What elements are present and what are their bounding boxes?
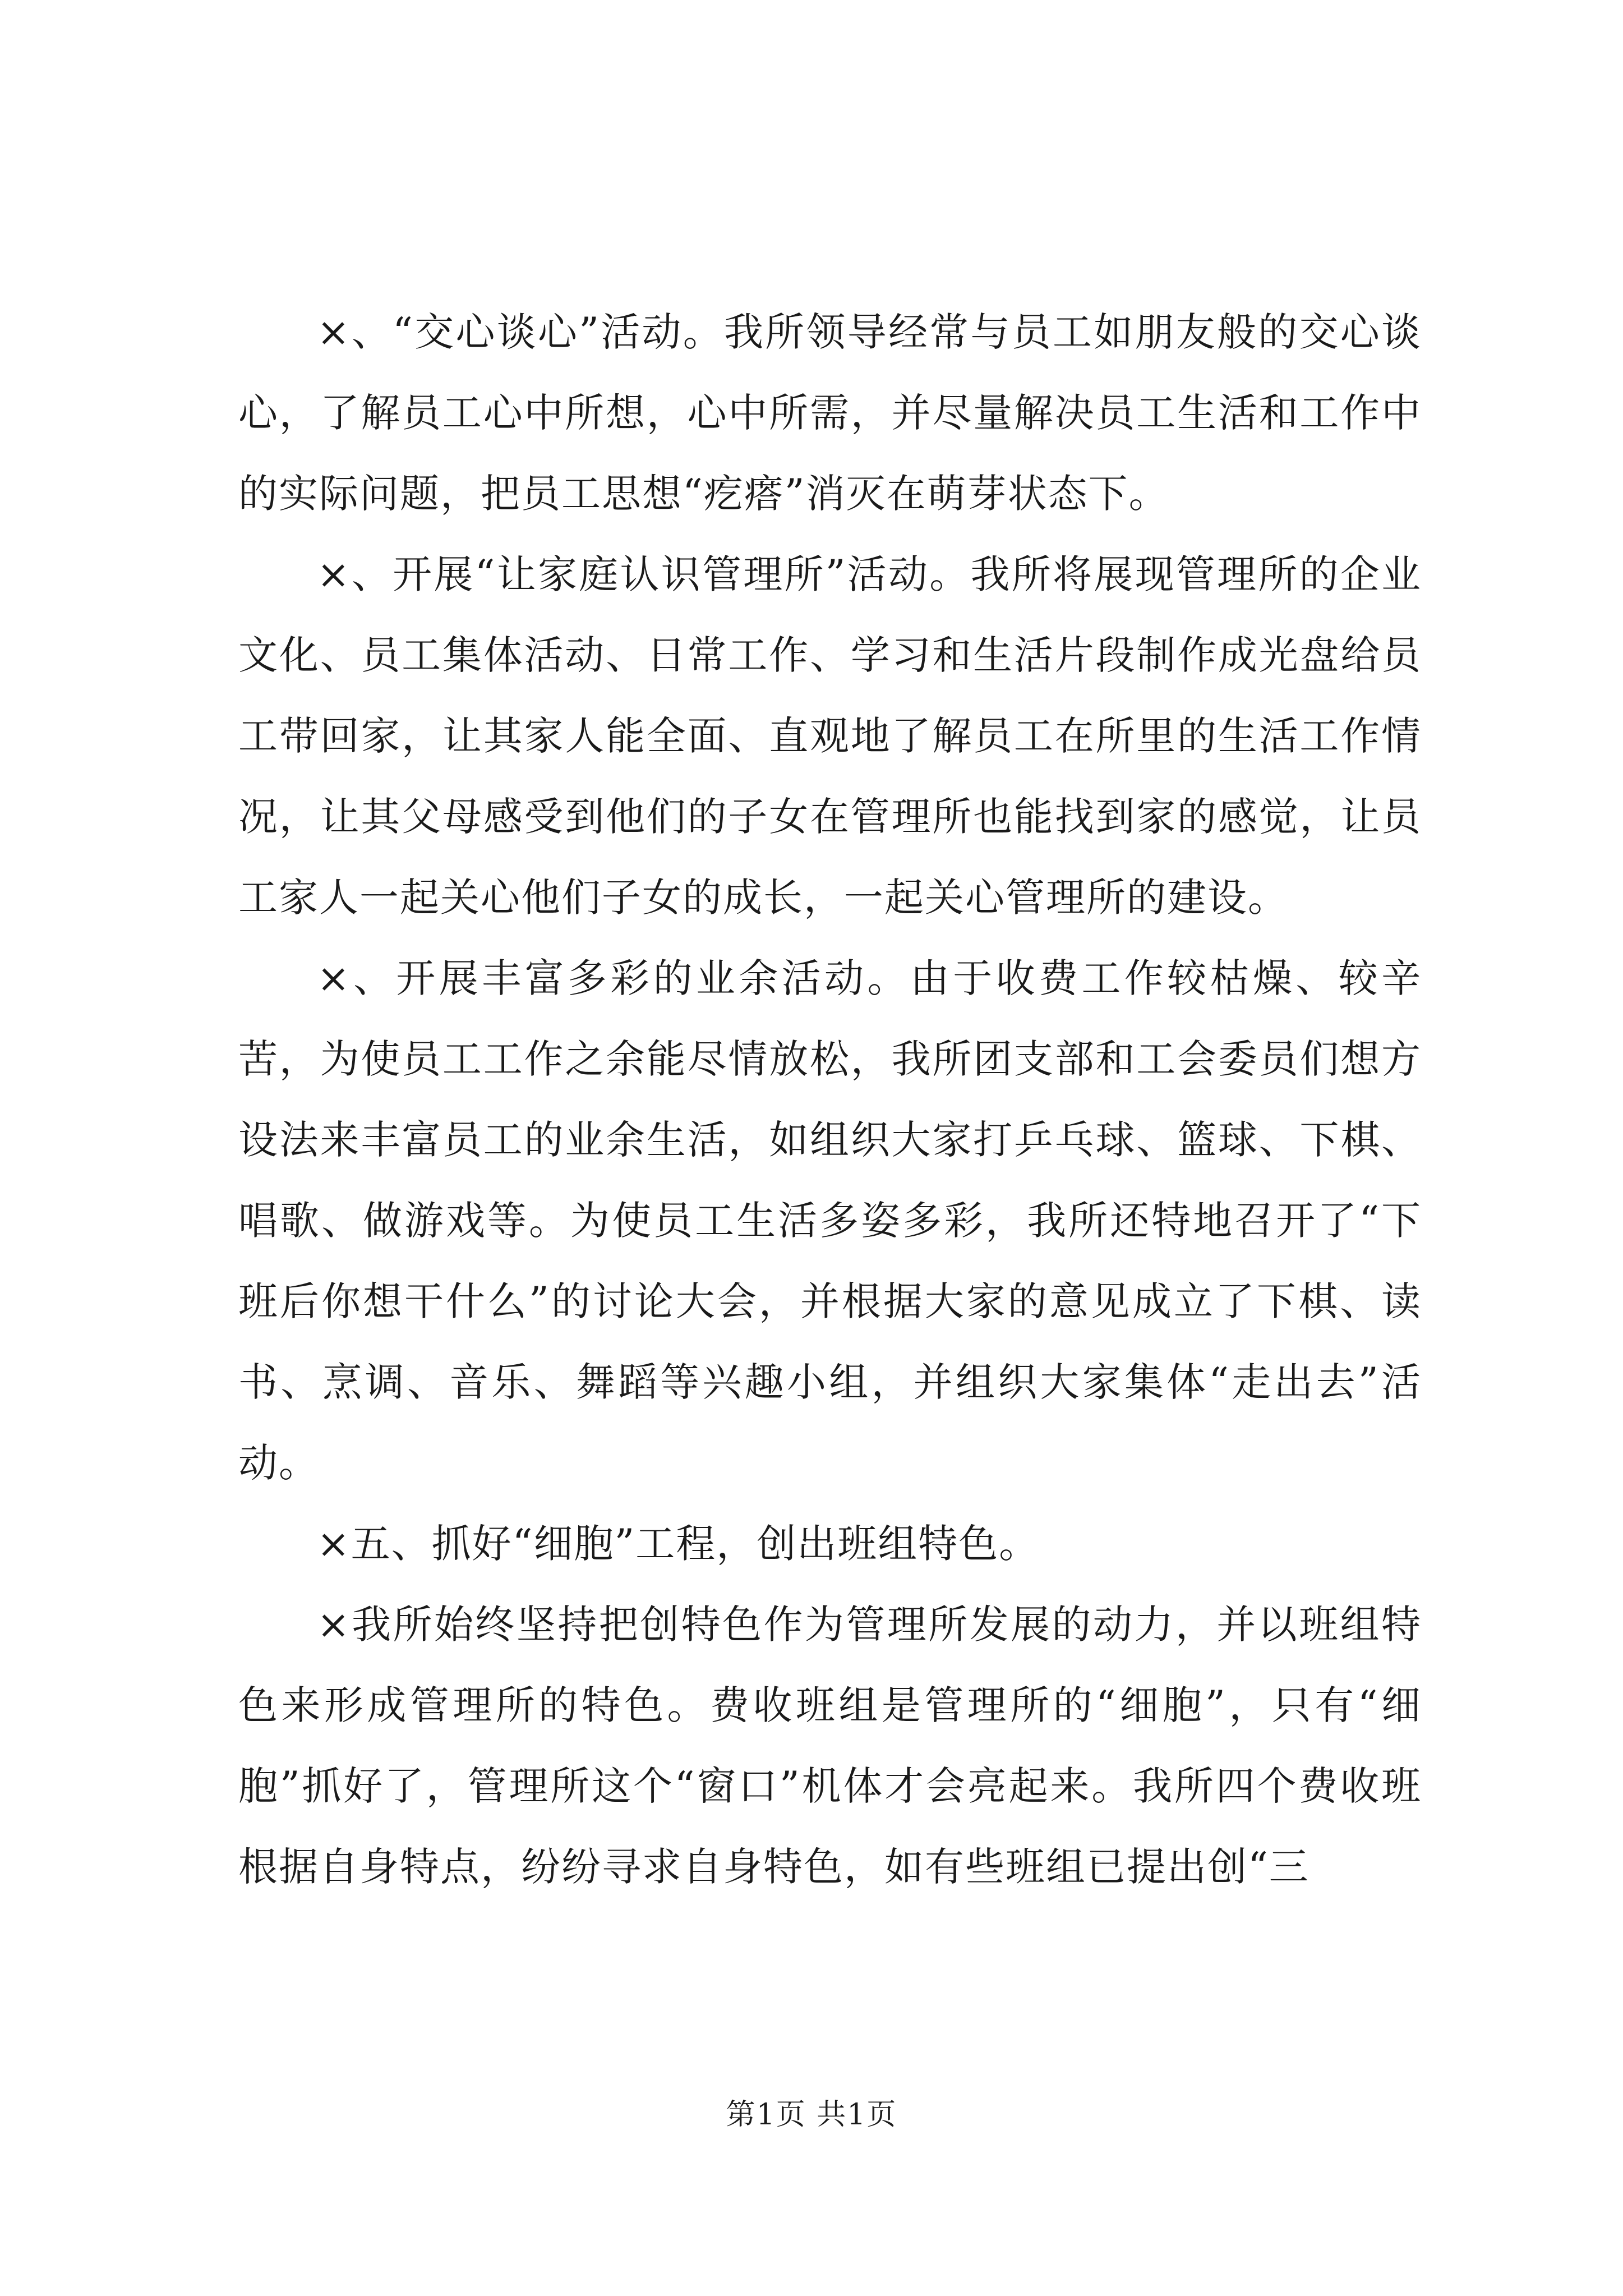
page-number-footer: 第1页 共1页 [726, 2098, 897, 2132]
section-heading-cell-project: ×五、抓好“细胞”工程，创出班组特色。 [317, 1521, 1040, 1567]
document-body [238, 292, 1422, 1907]
paragraph-leisure-activities: ×、开展丰富多彩的业余活动。由于收费工作较枯燥、较辛苦，为使员工工作之余能尽情放松，我所团支部和工会委员们想方设法来丰富员工的业余生活，如组织大家打乒乓球、篮球、下棋、唱歌、做游戏等。为使员工生活多姿多彩，我所还特地召开了“下班后你想干什么”的讨论大会，并根据大家的意见成立了下棋、读书、烹调、音乐、舞蹈等兴趣小组，并组织大家集体“走出去”活动。 [238, 955, 1422, 1486]
paragraph-family-activity: ×、开展“让家庭认识管理所”活动。我所将展现管理所的企业文化、员工集体活动、日常工作、学习和生活片段制作成光盘给员工带回家，让其家人能全面、直观地了解员工在所里的生活工作情况，让其父母感受到他们的子女在管理所也能找到家的感觉，让员工家人一起关心他们子女的成长，一起关心管理所的建设。 [238, 551, 1422, 921]
paragraph-heart-to-heart: ×、“交心谈心”活动。我所领导经常与员工如朋友般的交心谈心，了解员工心中所想，心中所需，并尽量解决员工生活和工作中的实际问题，把员工思想“疙瘩”消灭在萌芽状态下。 [238, 309, 1422, 517]
paragraph-team-characteristics: ×我所始终坚持把创特色作为管理所发展的动力，并以班组特色来形成管理所的特色。费收班组是管理所的“细胞”，只有“细胞”抓好了，管理所这个“窗口”机体才会亮起来。我所四个费收班根据自身特点，纷纷寻求自身特色，如有些班组已提出创“三 [238, 1602, 1422, 1890]
